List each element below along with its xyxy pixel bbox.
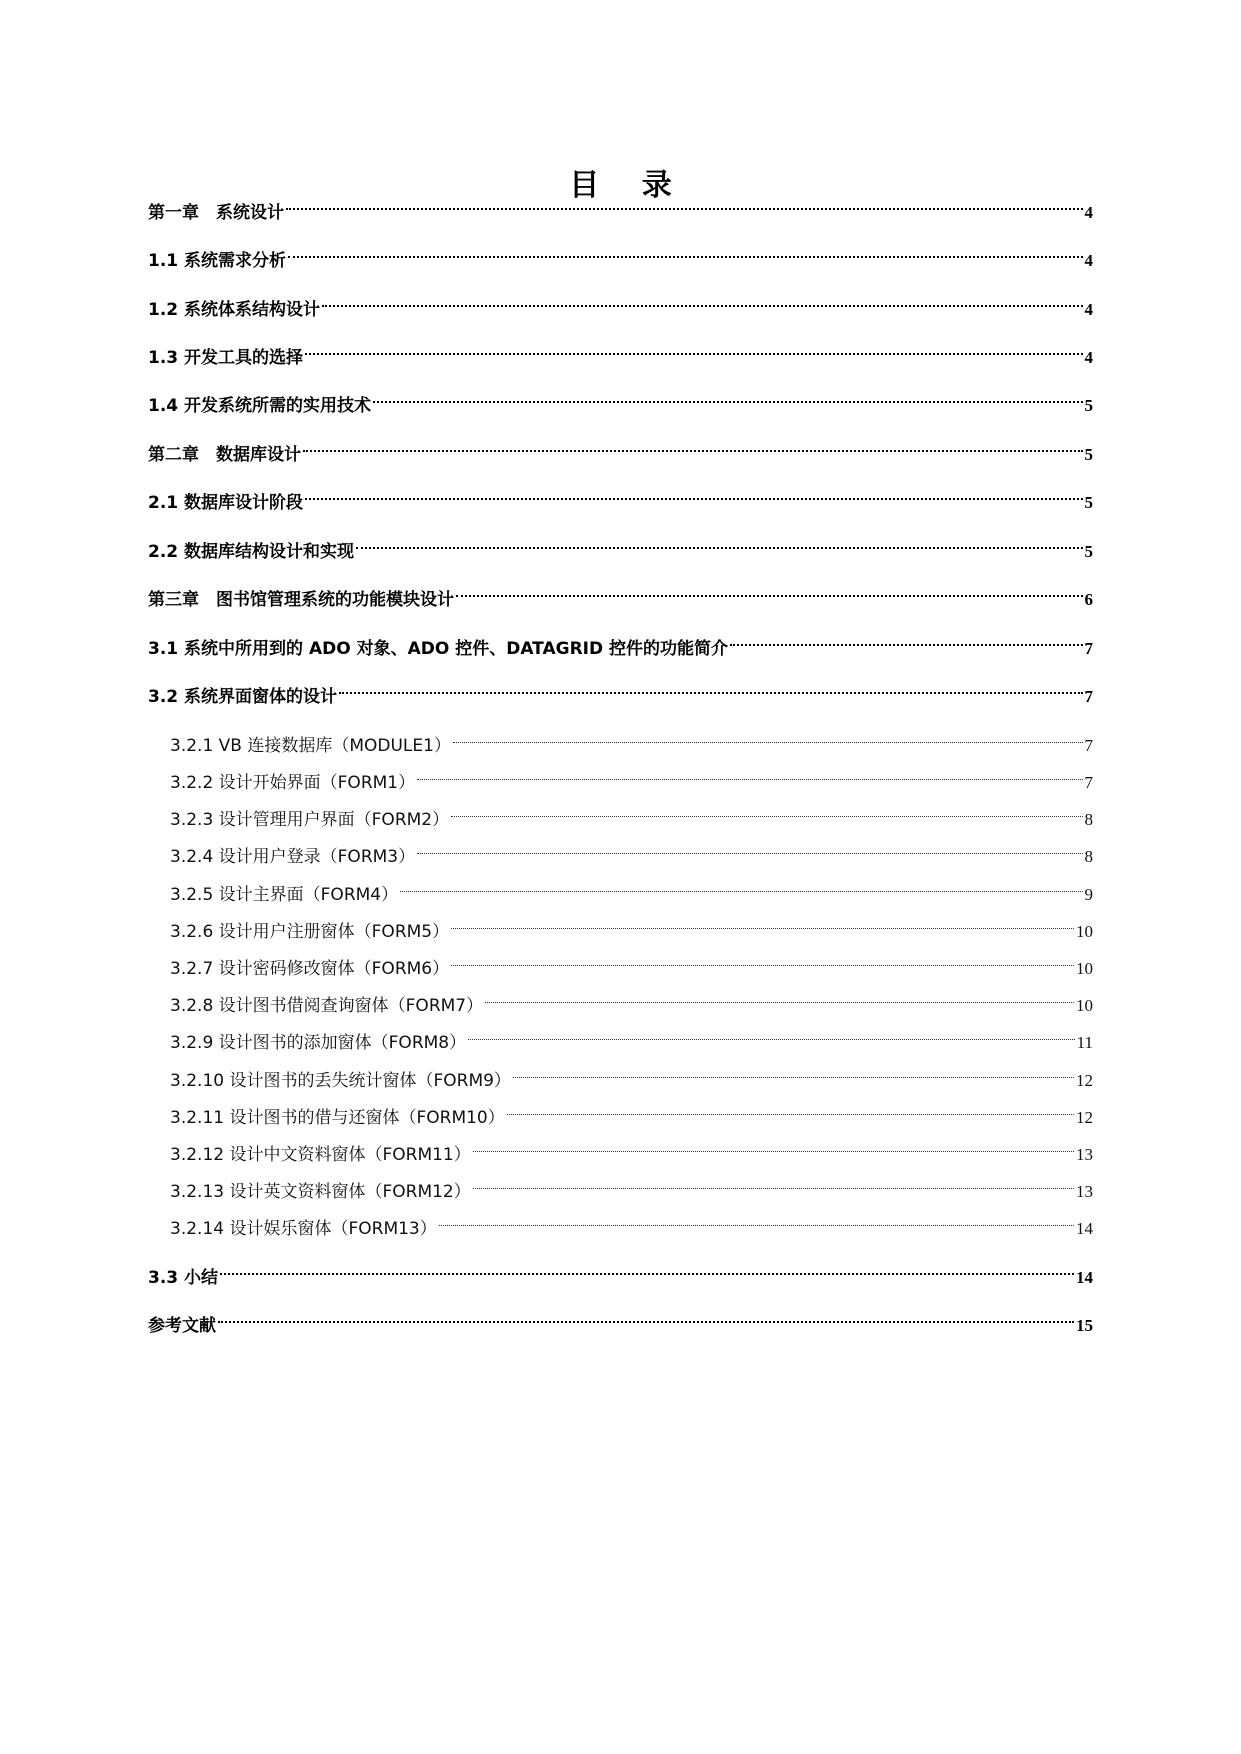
toc-entry[interactable]	[148, 529, 1093, 562]
toc-page-number: 10	[1076, 996, 1093, 1015]
toc-title: 目 录	[569, 168, 688, 204]
toc-page-number: 7	[1084, 639, 1093, 658]
toc-entry-label: 3.3 小结	[148, 1268, 219, 1288]
toc-entry-label: 1.3 开发工具的选择	[148, 348, 304, 368]
toc-subentry[interactable]	[170, 1132, 1093, 1165]
toc-subentry[interactable]	[170, 909, 1093, 942]
toc-entry-label: 3.2.4 设计用户登录（FORM3）	[170, 847, 416, 867]
toc-entry[interactable]	[148, 335, 1093, 368]
toc-page-number: 12	[1076, 1108, 1093, 1127]
dot-leader	[417, 834, 1082, 862]
toc-page-number: 12	[1076, 1071, 1093, 1090]
toc-subentry[interactable]	[170, 760, 1093, 793]
dot-leader	[356, 529, 1082, 557]
toc-subentry[interactable]	[170, 834, 1093, 867]
toc-entry-label: 1.2 系统体系结构设计	[148, 300, 321, 320]
toc-page-number: 13	[1076, 1182, 1093, 1201]
toc-subentry[interactable]	[170, 1169, 1093, 1202]
toc-entry-label: 3.2 系统界面窗体的设计	[148, 687, 338, 707]
toc-page-number: 6	[1084, 590, 1093, 609]
dot-leader	[305, 335, 1082, 363]
toc-subentry[interactable]	[170, 872, 1093, 905]
toc-page-number: 5	[1084, 493, 1093, 512]
toc-entry-label: 3.2.12 设计中文资料窗体（FORM11）	[170, 1145, 471, 1165]
toc-subentry[interactable]	[170, 1058, 1093, 1091]
dot-leader	[218, 1303, 1074, 1331]
toc-entry-label: 3.2.11 设计图书的借与还窗体（FORM10）	[170, 1108, 505, 1128]
toc-page-number: 15	[1076, 1316, 1093, 1335]
dot-leader	[339, 674, 1082, 702]
toc-entry-label: 3.2.2 设计开始界面（FORM1）	[170, 773, 416, 793]
toc-entry-label: 3.2.14 设计娱乐窗体（FORM13）	[170, 1219, 437, 1239]
toc-entry-label: 1.4 开发系统所需的实用技术	[148, 396, 372, 416]
toc-subentry[interactable]	[170, 1095, 1093, 1128]
toc-entry[interactable]	[148, 626, 1093, 659]
toc-page-number: 8	[1084, 810, 1093, 829]
dot-leader	[400, 872, 1082, 900]
toc-entry-label: 2.1 数据库设计阶段	[148, 493, 304, 513]
toc-entry[interactable]	[148, 287, 1093, 320]
toc-entry-label: 3.2.8 设计图书借阅查询窗体（FORM7）	[170, 996, 484, 1016]
toc-entry-label: 3.2.5 设计主界面（FORM4）	[170, 885, 399, 905]
toc-page-number: 11	[1076, 1033, 1093, 1052]
toc-entry-label: 3.2.7 设计密码修改窗体（FORM6）	[170, 959, 450, 979]
toc-page-number: 4	[1084, 251, 1093, 270]
toc-subentry[interactable]	[170, 797, 1093, 830]
toc-subentry[interactable]	[170, 946, 1093, 979]
dot-leader	[513, 1058, 1074, 1086]
toc-page-number: 7	[1084, 687, 1093, 706]
toc-page-number: 10	[1076, 959, 1093, 978]
dot-leader	[322, 287, 1082, 315]
toc-entry-label: 3.2.1 VB 连接数据库（MODULE1）	[170, 736, 451, 756]
toc-page-number: 9	[1084, 885, 1093, 904]
toc-entry[interactable]	[148, 1303, 1093, 1336]
toc-entry-label: 1.1 系统需求分析	[148, 251, 287, 271]
dot-leader	[473, 1169, 1074, 1197]
toc-entry-label: 参考文献	[148, 1316, 216, 1336]
toc-entry-label: 第一章 系统设计	[148, 203, 284, 223]
dot-leader	[730, 626, 1082, 654]
toc-subentry[interactable]	[170, 1020, 1093, 1053]
toc-page-number: 5	[1084, 542, 1093, 561]
dot-leader	[286, 190, 1083, 218]
dot-leader	[485, 983, 1074, 1011]
toc-entry[interactable]	[148, 1255, 1093, 1288]
toc-page-number: 7	[1084, 773, 1093, 792]
toc-page-number: 4	[1084, 300, 1093, 319]
toc-entry[interactable]	[148, 190, 1093, 223]
toc-entry-label: 3.2.6 设计用户注册窗体（FORM5）	[170, 922, 450, 942]
toc-page-number: 8	[1084, 847, 1093, 866]
dot-leader	[417, 760, 1082, 788]
dot-leader	[288, 238, 1082, 266]
toc-entry-label: 3.2.13 设计英文资料窗体（FORM12）	[170, 1182, 471, 1202]
toc-entry-label: 3.2.3 设计管理用户界面（FORM2）	[170, 810, 450, 830]
toc-entry[interactable]	[148, 577, 1093, 610]
toc-page-number: 4	[1084, 348, 1093, 367]
dot-leader	[451, 797, 1082, 825]
toc-entry-label: 第三章 图书馆管理系统的功能模块设计	[148, 590, 454, 610]
toc-entry[interactable]	[148, 238, 1093, 271]
dot-leader	[451, 946, 1074, 974]
toc-subentry[interactable]	[170, 1206, 1093, 1239]
toc-page-number: 7	[1084, 736, 1093, 755]
dot-leader	[303, 432, 1083, 460]
toc-subentry[interactable]	[170, 983, 1093, 1016]
dot-leader	[456, 577, 1083, 605]
toc-entry[interactable]	[148, 480, 1093, 513]
dot-leader	[453, 723, 1083, 751]
toc-entry[interactable]	[148, 383, 1093, 416]
toc-entry[interactable]	[148, 432, 1093, 465]
dot-leader	[473, 1132, 1074, 1160]
toc-page-number: 5	[1084, 445, 1093, 464]
toc-page-number: 5	[1084, 396, 1093, 415]
toc-page-number: 10	[1076, 922, 1093, 941]
dot-leader	[468, 1020, 1075, 1048]
toc-entry-label: 3.2.10 设计图书的丢失统计窗体（FORM9）	[170, 1071, 511, 1091]
toc-page-number: 4	[1084, 203, 1093, 222]
dot-leader	[507, 1095, 1074, 1123]
toc-subentry[interactable]	[170, 723, 1093, 756]
toc-page-number: 13	[1076, 1145, 1093, 1164]
toc-entry-label: 2.2 数据库结构设计和实现	[148, 542, 355, 562]
toc-entry[interactable]	[148, 674, 1093, 707]
dot-leader	[305, 480, 1082, 508]
toc-entry-label: 第二章 数据库设计	[148, 445, 301, 465]
toc-entry-label: 3.1 系统中所用到的 ADO 对象、ADO 控件、DATAGRID 控件的功能简介	[148, 639, 729, 659]
dot-leader	[451, 909, 1074, 937]
dot-leader	[373, 383, 1082, 411]
dot-leader	[439, 1206, 1074, 1234]
toc-page-number: 14	[1076, 1268, 1093, 1287]
toc-entry-label: 3.2.9 设计图书的添加窗体（FORM8）	[170, 1033, 467, 1053]
toc-page-number: 14	[1076, 1219, 1093, 1238]
dot-leader	[220, 1255, 1074, 1283]
